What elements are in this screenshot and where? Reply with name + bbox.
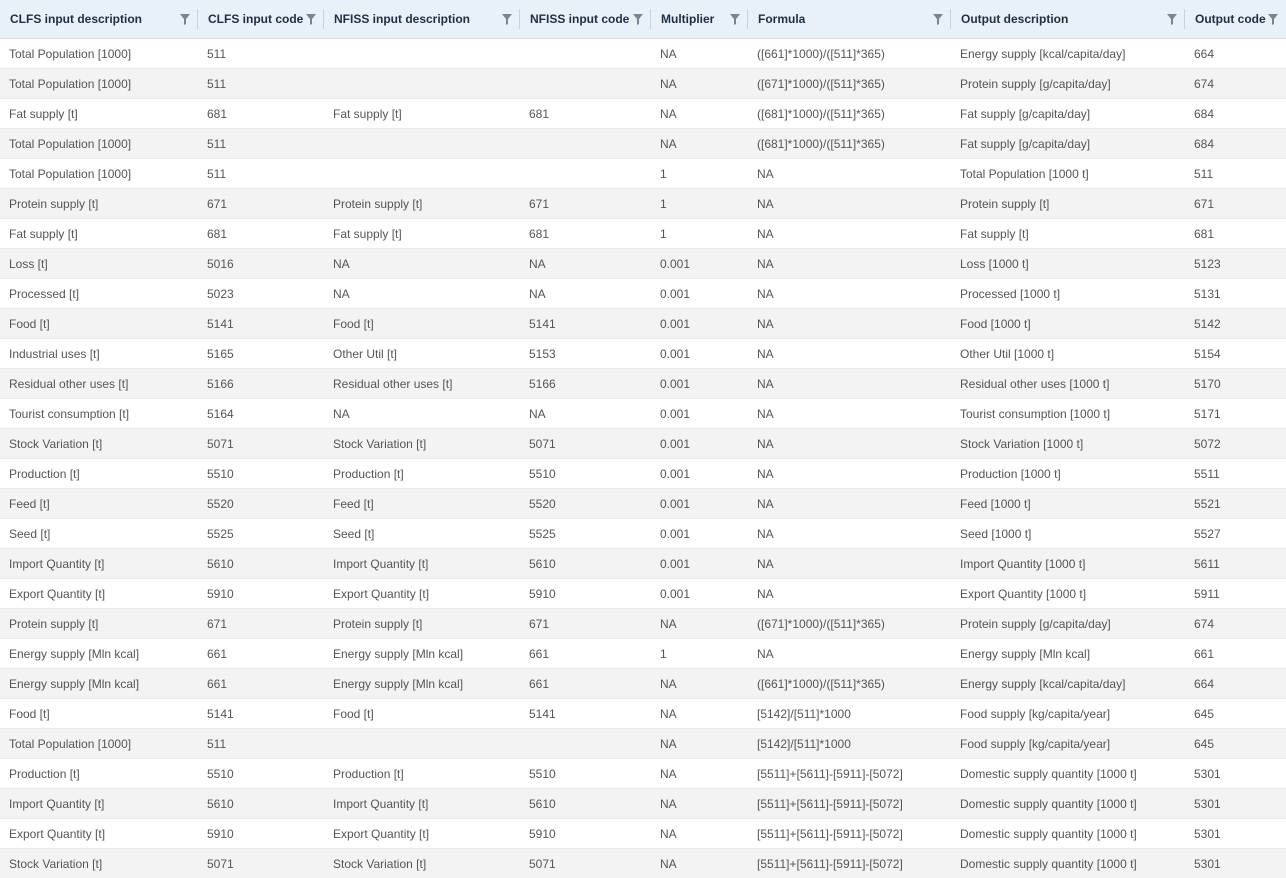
- cell-nfiss-input-code[interactable]: 5071: [529, 857, 556, 871]
- grid-body: [0, 39, 1286, 878]
- cell-formula[interactable]: [5511]+[5611]-[5911]-[5072]: [757, 827, 903, 841]
- cell-nfiss-input-code[interactable]: 5610: [529, 797, 556, 811]
- table-row[interactable]: [0, 369, 1286, 399]
- cell-clfs-input-code[interactable]: 5164: [207, 407, 234, 421]
- column-header-label: NFISS input code: [530, 12, 630, 26]
- table-row[interactable]: [0, 279, 1286, 309]
- filter-icon[interactable]: [728, 12, 742, 26]
- cell-clfs-input-code[interactable]: 681: [207, 227, 228, 241]
- cell-output-code[interactable]: 5611: [1194, 557, 1220, 571]
- table-row[interactable]: [0, 699, 1286, 729]
- cell-output-code[interactable]: 5527: [1194, 527, 1221, 541]
- table-row[interactable]: [0, 579, 1286, 609]
- table-row[interactable]: [0, 159, 1286, 189]
- cell-multiplier[interactable]: 1: [660, 197, 667, 211]
- cell-output-code[interactable]: 5301: [1194, 767, 1221, 781]
- cell-formula[interactable]: NA: [757, 647, 774, 661]
- cell-nfiss-input-description[interactable]: [324, 69, 520, 98]
- cell-clfs-input-description[interactable]: Total Population [1000]: [9, 137, 132, 151]
- cell-clfs-input-code[interactable]: 5525: [207, 527, 234, 541]
- cell-clfs-input-code[interactable]: 671: [207, 197, 228, 211]
- cell-clfs-input-code[interactable]: 5610: [207, 797, 234, 811]
- cell-clfs-input-code[interactable]: 5610: [207, 557, 234, 571]
- cell-output-description[interactable]: Domestic supply quantity [1000 t]: [960, 767, 1137, 781]
- table-row[interactable]: [0, 249, 1286, 279]
- cell-output-code[interactable]: 645: [1194, 707, 1215, 721]
- cell-output-code[interactable]: 684: [1194, 137, 1215, 151]
- cell-nfiss-input-code[interactable]: 5910: [529, 827, 556, 841]
- cell-nfiss-input-description[interactable]: Production [t]: [333, 467, 404, 481]
- cell-nfiss-input-code[interactable]: NA: [529, 407, 546, 421]
- table-row[interactable]: [0, 849, 1286, 878]
- cell-formula[interactable]: NA: [757, 467, 774, 481]
- filter-icon[interactable]: [931, 12, 945, 26]
- cell-formula[interactable]: NA: [757, 197, 774, 211]
- filter-icon[interactable]: [304, 12, 318, 26]
- cell-nfiss-input-description[interactable]: Stock Variation [t]: [333, 857, 427, 871]
- cell-nfiss-input-code[interactable]: 5071: [529, 437, 556, 451]
- cell-nfiss-input-code[interactable]: 681: [529, 107, 550, 121]
- cell-clfs-input-description[interactable]: Energy supply [Mln kcal]: [9, 647, 140, 661]
- cell-multiplier[interactable]: NA: [660, 617, 677, 631]
- cell-clfs-input-code[interactable]: 5016: [207, 257, 234, 271]
- cell-clfs-input-description[interactable]: Fat supply [t]: [9, 107, 78, 121]
- cell-clfs-input-code[interactable]: 5510: [207, 467, 234, 481]
- cell-multiplier[interactable]: 0.001: [660, 587, 691, 601]
- cell-output-description[interactable]: Feed [1000 t]: [960, 497, 1031, 511]
- cell-formula[interactable]: ([681]*1000)/([511]*365): [757, 137, 885, 151]
- cell-multiplier[interactable]: 0.001: [660, 377, 691, 391]
- table-row[interactable]: [0, 99, 1286, 129]
- cell-formula[interactable]: NA: [757, 167, 774, 181]
- table-row[interactable]: [0, 519, 1286, 549]
- cell-output-code[interactable]: 674: [1194, 77, 1215, 91]
- cell-output-description[interactable]: Food supply [kg/capita/year]: [960, 737, 1111, 751]
- cell-clfs-input-description[interactable]: Production [t]: [9, 467, 80, 481]
- cell-multiplier[interactable]: 1: [660, 167, 667, 181]
- cell-clfs-input-code[interactable]: 5023: [207, 287, 234, 301]
- column-header-label: CLFS input code: [208, 12, 304, 26]
- cell-nfiss-input-code[interactable]: 681: [529, 227, 550, 241]
- cell-formula[interactable]: NA: [757, 437, 774, 451]
- cell-nfiss-input-description[interactable]: Production [t]: [333, 767, 404, 781]
- cell-output-description[interactable]: Energy supply [kcal/capita/day]: [960, 47, 1126, 61]
- cell-output-description[interactable]: Seed [1000 t]: [960, 527, 1032, 541]
- cell-output-description[interactable]: Residual other uses [1000 t]: [960, 377, 1110, 391]
- cell-output-code[interactable]: 645: [1194, 737, 1215, 751]
- cell-multiplier[interactable]: NA: [660, 737, 677, 751]
- cell-nfiss-input-description[interactable]: [324, 729, 520, 758]
- cell-nfiss-input-description[interactable]: NA: [333, 407, 350, 421]
- cell-formula[interactable]: NA: [757, 407, 774, 421]
- cell-nfiss-input-description[interactable]: Food [t]: [333, 707, 374, 721]
- cell-output-description[interactable]: Stock Variation [1000 t]: [960, 437, 1084, 451]
- cell-output-code[interactable]: 671: [1194, 197, 1215, 211]
- cell-output-description[interactable]: Domestic supply quantity [1000 t]: [960, 857, 1137, 871]
- cell-formula[interactable]: [5142]/[511]*1000: [757, 707, 851, 721]
- cell-clfs-input-description[interactable]: Protein supply [t]: [9, 197, 99, 211]
- column-header-clfs-input-description[interactable]: [0, 0, 198, 38]
- cell-nfiss-input-code[interactable]: 5510: [529, 767, 556, 781]
- cell-clfs-input-description[interactable]: Fat supply [t]: [9, 227, 78, 241]
- column-header-label: Multiplier: [661, 12, 715, 26]
- cell-output-description[interactable]: Fat supply [g/capita/day]: [960, 137, 1091, 151]
- cell-clfs-input-description[interactable]: Residual other uses [t]: [9, 377, 129, 391]
- cell-nfiss-input-code[interactable]: 5141: [529, 317, 556, 331]
- cell-formula[interactable]: NA: [757, 287, 774, 301]
- cell-nfiss-input-code[interactable]: 5510: [529, 467, 556, 481]
- cell-nfiss-input-description[interactable]: Fat supply [t]: [333, 107, 402, 121]
- cell-clfs-input-description[interactable]: Export Quantity [t]: [9, 827, 106, 841]
- cell-output-code[interactable]: 5072: [1194, 437, 1221, 451]
- cell-formula[interactable]: NA: [757, 317, 774, 331]
- column-header-label: CLFS input description: [10, 12, 142, 26]
- cell-multiplier[interactable]: 0.001: [660, 557, 691, 571]
- cell-output-code[interactable]: 5911: [1194, 587, 1220, 601]
- cell-nfiss-input-description[interactable]: [324, 39, 520, 68]
- cell-formula[interactable]: ([671]*1000)/([511]*365): [757, 617, 885, 631]
- cell-nfiss-input-description[interactable]: Stock Variation [t]: [333, 437, 427, 451]
- cell-output-description[interactable]: Tourist consumption [1000 t]: [960, 407, 1111, 421]
- table-row[interactable]: [0, 609, 1286, 639]
- table-row[interactable]: [0, 729, 1286, 759]
- cell-formula[interactable]: [5142]/[511]*1000: [757, 737, 851, 751]
- cell-clfs-input-description[interactable]: Feed [t]: [9, 497, 50, 511]
- cell-clfs-input-code[interactable]: 511: [207, 167, 227, 181]
- cell-clfs-input-code[interactable]: 5165: [207, 347, 234, 361]
- cell-formula[interactable]: NA: [757, 527, 774, 541]
- cell-formula[interactable]: NA: [757, 497, 774, 511]
- cell-multiplier[interactable]: NA: [660, 797, 677, 811]
- cell-nfiss-input-description[interactable]: Energy supply [Mln kcal]: [333, 677, 464, 691]
- table-row[interactable]: [0, 39, 1286, 69]
- cell-output-code[interactable]: 5142: [1194, 317, 1221, 331]
- cell-clfs-input-code[interactable]: 5910: [207, 587, 234, 601]
- cell-clfs-input-description[interactable]: Food [t]: [9, 707, 50, 721]
- cell-multiplier[interactable]: 0.001: [660, 257, 691, 271]
- cell-nfiss-input-description[interactable]: Export Quantity [t]: [333, 587, 430, 601]
- cell-nfiss-input-code[interactable]: 5610: [529, 557, 556, 571]
- table-row[interactable]: [0, 789, 1286, 819]
- cell-nfiss-input-description[interactable]: Food [t]: [333, 317, 374, 331]
- cell-nfiss-input-code[interactable]: 661: [529, 677, 550, 691]
- table-row[interactable]: [0, 219, 1286, 249]
- cell-output-code[interactable]: 5521: [1194, 497, 1221, 511]
- cell-nfiss-input-description[interactable]: NA: [333, 287, 350, 301]
- cell-clfs-input-code[interactable]: 681: [207, 107, 228, 121]
- table-row[interactable]: [0, 669, 1286, 699]
- cell-output-code[interactable]: 5123: [1194, 257, 1221, 271]
- table-row[interactable]: [0, 759, 1286, 789]
- cell-nfiss-input-description[interactable]: Other Util [t]: [333, 347, 398, 361]
- cell-clfs-input-description[interactable]: Stock Variation [t]: [9, 857, 103, 871]
- cell-nfiss-input-code[interactable]: 5525: [529, 527, 556, 541]
- cell-output-code[interactable]: 5511: [1194, 467, 1220, 481]
- cell-nfiss-input-description[interactable]: Feed [t]: [333, 497, 374, 511]
- cell-clfs-input-code[interactable]: 671: [207, 617, 228, 631]
- cell-clfs-input-description[interactable]: Total Population [1000]: [9, 47, 132, 61]
- cell-multiplier[interactable]: NA: [660, 827, 677, 841]
- cell-output-description[interactable]: Energy supply [Mln kcal]: [960, 647, 1091, 661]
- cell-output-description[interactable]: Food supply [kg/capita/year]: [960, 707, 1111, 721]
- cell-nfiss-input-description[interactable]: Import Quantity [t]: [333, 557, 429, 571]
- cell-output-description[interactable]: Energy supply [kcal/capita/day]: [960, 677, 1126, 691]
- cell-nfiss-input-description[interactable]: Export Quantity [t]: [333, 827, 430, 841]
- cell-nfiss-input-description[interactable]: NA: [333, 257, 350, 271]
- cell-nfiss-input-code[interactable]: 5520: [529, 497, 556, 511]
- column-header-label: Formula: [758, 12, 806, 26]
- cell-clfs-input-description[interactable]: Loss [t]: [9, 257, 48, 271]
- table-row[interactable]: [0, 429, 1286, 459]
- table-row[interactable]: [0, 399, 1286, 429]
- cell-nfiss-input-description[interactable]: Import Quantity [t]: [333, 797, 429, 811]
- cell-multiplier[interactable]: NA: [660, 47, 677, 61]
- cell-multiplier[interactable]: 0.001: [660, 347, 691, 361]
- cell-clfs-input-description[interactable]: Total Population [1000]: [9, 737, 132, 751]
- cell-clfs-input-description[interactable]: Industrial uses [t]: [9, 347, 100, 361]
- cell-clfs-input-code[interactable]: 5510: [207, 767, 234, 781]
- cell-nfiss-input-code[interactable]: NA: [529, 257, 546, 271]
- cell-nfiss-input-description[interactable]: Residual other uses [t]: [333, 377, 453, 391]
- cell-nfiss-input-description[interactable]: Fat supply [t]: [333, 227, 402, 241]
- cell-nfiss-input-code[interactable]: [520, 69, 651, 98]
- column-header-nfiss-input-code[interactable]: [520, 0, 651, 38]
- filter-icon[interactable]: [178, 12, 192, 26]
- cell-clfs-input-description[interactable]: Food [t]: [9, 317, 50, 331]
- cell-nfiss-input-code[interactable]: 671: [529, 617, 550, 631]
- cell-output-code[interactable]: 5301: [1194, 797, 1221, 811]
- column-header-label: Output description: [961, 12, 1069, 26]
- cell-nfiss-input-code[interactable]: 671: [529, 197, 550, 211]
- cell-output-description[interactable]: Protein supply [t]: [960, 197, 1050, 211]
- cell-multiplier[interactable]: 0.001: [660, 497, 691, 511]
- cell-formula[interactable]: NA: [757, 347, 774, 361]
- cell-output-description[interactable]: Other Util [1000 t]: [960, 347, 1055, 361]
- cell-clfs-input-code[interactable]: 511: [207, 47, 227, 61]
- grid-header: [0, 0, 1286, 39]
- cell-output-code[interactable]: 5301: [1194, 857, 1221, 871]
- cell-output-code[interactable]: 5301: [1194, 827, 1221, 841]
- cell-clfs-input-code[interactable]: 5141: [207, 317, 234, 331]
- cell-nfiss-input-description[interactable]: Energy supply [Mln kcal]: [333, 647, 464, 661]
- cell-nfiss-input-description[interactable]: Seed [t]: [333, 527, 375, 541]
- cell-output-description[interactable]: Export Quantity [1000 t]: [960, 587, 1087, 601]
- cell-multiplier[interactable]: 1: [660, 227, 667, 241]
- cell-formula[interactable]: NA: [757, 557, 774, 571]
- cell-formula[interactable]: NA: [757, 377, 774, 391]
- cell-formula[interactable]: ([671]*1000)/([511]*365): [757, 77, 885, 91]
- cell-output-description[interactable]: Fat supply [g/capita/day]: [960, 107, 1091, 121]
- cell-nfiss-input-code[interactable]: [520, 729, 651, 758]
- cell-output-code[interactable]: 674: [1194, 617, 1215, 631]
- cell-nfiss-input-code[interactable]: 661: [529, 647, 550, 661]
- cell-output-code[interactable]: 5170: [1194, 377, 1221, 391]
- table-row[interactable]: [0, 339, 1286, 369]
- cell-output-description[interactable]: Food [1000 t]: [960, 317, 1031, 331]
- cell-nfiss-input-description[interactable]: [324, 129, 520, 158]
- column-header-formula[interactable]: [748, 0, 951, 38]
- column-header-nfiss-input-description[interactable]: [324, 0, 520, 38]
- cell-clfs-input-code[interactable]: 5071: [207, 857, 234, 871]
- cell-formula[interactable]: NA: [757, 227, 774, 241]
- filter-icon[interactable]: [1266, 12, 1280, 26]
- cell-formula[interactable]: NA: [757, 257, 774, 271]
- cell-clfs-input-description[interactable]: Total Population [1000]: [9, 167, 132, 181]
- cell-formula[interactable]: [5511]+[5611]-[5911]-[5072]: [757, 797, 903, 811]
- table-row[interactable]: [0, 639, 1286, 669]
- cell-nfiss-input-description[interactable]: Protein supply [t]: [333, 617, 423, 631]
- cell-output-code[interactable]: 664: [1194, 677, 1215, 691]
- cell-output-description[interactable]: Import Quantity [1000 t]: [960, 557, 1086, 571]
- cell-multiplier[interactable]: 0.001: [660, 407, 691, 421]
- cell-formula[interactable]: NA: [757, 587, 774, 601]
- cell-nfiss-input-description[interactable]: Protein supply [t]: [333, 197, 423, 211]
- cell-formula[interactable]: ([661]*1000)/([511]*365): [757, 677, 885, 691]
- cell-clfs-input-code[interactable]: 661: [207, 677, 228, 691]
- cell-multiplier[interactable]: 0.001: [660, 317, 691, 331]
- cell-clfs-input-code[interactable]: 5166: [207, 377, 234, 391]
- cell-clfs-input-description[interactable]: Import Quantity [t]: [9, 797, 105, 811]
- cell-output-code[interactable]: 661: [1194, 647, 1215, 661]
- column-header-output-description[interactable]: [951, 0, 1185, 38]
- cell-multiplier[interactable]: NA: [660, 107, 677, 121]
- cell-output-code[interactable]: 5154: [1194, 347, 1221, 361]
- cell-clfs-input-description[interactable]: Seed [t]: [9, 527, 51, 541]
- cell-output-code[interactable]: 5171: [1194, 407, 1221, 421]
- cell-output-description[interactable]: Processed [1000 t]: [960, 287, 1061, 301]
- column-header-label: NFISS input description: [334, 12, 471, 26]
- cell-multiplier[interactable]: 0.001: [660, 437, 691, 451]
- table-row[interactable]: [0, 189, 1286, 219]
- table-row[interactable]: [0, 489, 1286, 519]
- table-row[interactable]: [0, 129, 1286, 159]
- column-header-output-code[interactable]: [1185, 0, 1286, 38]
- cell-output-description[interactable]: Domestic supply quantity [1000 t]: [960, 827, 1137, 841]
- cell-clfs-input-description[interactable]: Import Quantity [t]: [9, 557, 105, 571]
- cell-clfs-input-code[interactable]: 5141: [207, 707, 234, 721]
- cell-clfs-input-description[interactable]: Stock Variation [t]: [9, 437, 103, 451]
- table-row[interactable]: [0, 819, 1286, 849]
- cell-nfiss-input-code[interactable]: [520, 159, 651, 188]
- cell-multiplier[interactable]: NA: [660, 707, 677, 721]
- cell-output-code[interactable]: 511: [1194, 167, 1214, 181]
- cell-nfiss-input-code[interactable]: [520, 39, 651, 68]
- cell-output-description[interactable]: Production [1000 t]: [960, 467, 1061, 481]
- cell-output-description[interactable]: Loss [1000 t]: [960, 257, 1029, 271]
- cell-multiplier[interactable]: 0.001: [660, 467, 691, 481]
- cell-clfs-input-code[interactable]: 511: [207, 737, 227, 751]
- cell-nfiss-input-code[interactable]: 5141: [529, 707, 556, 721]
- cell-formula[interactable]: [5511]+[5611]-[5911]-[5072]: [757, 767, 903, 781]
- cell-clfs-input-description[interactable]: Energy supply [Mln kcal]: [9, 677, 140, 691]
- filter-icon[interactable]: [631, 12, 645, 26]
- cell-multiplier[interactable]: NA: [660, 677, 677, 691]
- cell-clfs-input-code[interactable]: 5910: [207, 827, 234, 841]
- cell-nfiss-input-code[interactable]: 5153: [529, 347, 556, 361]
- cell-clfs-input-description[interactable]: Production [t]: [9, 767, 80, 781]
- cell-output-description[interactable]: Total Population [1000 t]: [960, 167, 1089, 181]
- filter-icon[interactable]: [500, 12, 514, 26]
- cell-formula[interactable]: [5511]+[5611]-[5911]-[5072]: [757, 857, 903, 871]
- cell-clfs-input-code[interactable]: 5520: [207, 497, 234, 511]
- cell-clfs-input-description[interactable]: Total Population [1000]: [9, 77, 132, 91]
- cell-nfiss-input-description[interactable]: [324, 159, 520, 188]
- cell-clfs-input-description[interactable]: Tourist consumption [t]: [9, 407, 130, 421]
- cell-clfs-input-description[interactable]: Export Quantity [t]: [9, 587, 106, 601]
- cell-clfs-input-code[interactable]: 511: [207, 137, 227, 151]
- cell-multiplier[interactable]: NA: [660, 857, 677, 871]
- cell-output-description[interactable]: Fat supply [t]: [960, 227, 1029, 241]
- table-row[interactable]: [0, 459, 1286, 489]
- column-header-multiplier[interactable]: [651, 0, 748, 38]
- cell-output-code[interactable]: 684: [1194, 107, 1215, 121]
- cell-output-description[interactable]: Protein supply [g/capita/day]: [960, 617, 1111, 631]
- table-row[interactable]: [0, 549, 1286, 579]
- cell-multiplier[interactable]: 1: [660, 647, 667, 661]
- cell-multiplier[interactable]: 0.001: [660, 527, 691, 541]
- column-header-label: Output code: [1195, 12, 1266, 26]
- cell-output-description[interactable]: Domestic supply quantity [1000 t]: [960, 797, 1137, 811]
- cell-clfs-input-description[interactable]: Protein supply [t]: [9, 617, 99, 631]
- cell-output-code[interactable]: 664: [1194, 47, 1215, 61]
- cell-clfs-input-code[interactable]: 5071: [207, 437, 234, 451]
- cell-nfiss-input-code[interactable]: [520, 129, 651, 158]
- cell-formula[interactable]: ([681]*1000)/([511]*365): [757, 107, 885, 121]
- cell-output-code[interactable]: 681: [1194, 227, 1215, 241]
- filter-icon[interactable]: [1165, 12, 1179, 26]
- cell-clfs-input-description[interactable]: Processed [t]: [9, 287, 80, 301]
- cell-formula[interactable]: ([661]*1000)/([511]*365): [757, 47, 885, 61]
- cell-clfs-input-code[interactable]: 661: [207, 647, 228, 661]
- cell-multiplier[interactable]: NA: [660, 77, 677, 91]
- cell-multiplier[interactable]: 0.001: [660, 287, 691, 301]
- cell-output-code[interactable]: 5131: [1194, 287, 1221, 301]
- cell-output-description[interactable]: Protein supply [g/capita/day]: [960, 77, 1111, 91]
- cell-nfiss-input-code[interactable]: NA: [529, 287, 546, 301]
- column-header-clfs-input-code[interactable]: [198, 0, 324, 38]
- table-row[interactable]: [0, 309, 1286, 339]
- cell-nfiss-input-code[interactable]: 5166: [529, 377, 556, 391]
- cell-clfs-input-code[interactable]: 511: [207, 77, 227, 91]
- table-row[interactable]: [0, 69, 1286, 99]
- cell-nfiss-input-code[interactable]: 5910: [529, 587, 556, 601]
- cell-multiplier[interactable]: NA: [660, 767, 677, 781]
- cell-multiplier[interactable]: NA: [660, 137, 677, 151]
